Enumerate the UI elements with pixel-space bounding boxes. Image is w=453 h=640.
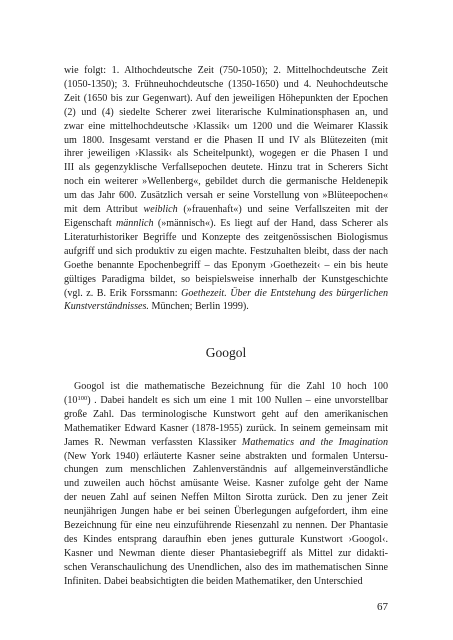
text-line: (New York 1940) erläuterte Kasner seine abstrakten und formalen Untersu- [64, 450, 388, 462]
italic-text: männlich [115, 217, 154, 229]
italic-text: weiblich [143, 204, 178, 216]
line-text: (10 [64, 394, 78, 406]
line-text: München; Berlin 1999). [148, 301, 249, 313]
text-line [64, 394, 388, 408]
text-line: Mathematiker Edward Kasner (1878-1955) zurück. In seinem gemeinsam mit [64, 422, 388, 434]
line-text: (»frauenhaft«) und seine Verfallszeiten mit der [177, 204, 388, 216]
text-line: neunjährigen Jungen habe er bei seinen Überlegungen aufgefordert, ihm eine [64, 506, 388, 518]
text-line [64, 217, 388, 231]
text-line: Infiniten. Dabei beabsichtigten die beiden Mathematiker, den Unterschied [64, 575, 363, 587]
text-line: III als gegenzyklische Verfallsepochen deutete. Hinzu trat in Scherers Sicht [64, 162, 388, 174]
text-line: große Zahl. Das terminologische Kunstwort geht auf den amerikanischen [64, 408, 388, 420]
text-line: Goethe benannte Epochenbegriff – das Eponym ›Goethezeit‹ – ein bis heute [64, 259, 388, 271]
text-line: schen Veranschaulichung des Unendlichen, also des im mathematischen Sinne [64, 561, 388, 573]
text-line [64, 300, 388, 314]
text-line: um das Jahr 600. Zusätzlich versah er seine Vorstellung von »Blüteepochen« [64, 190, 388, 202]
text-line: Bezeichnung für eine neu einzuführende Riesenzahl zu nennen. Der Phantasie [64, 520, 388, 532]
italic-text: Goethezeit. Über die Entstehung des bürgerlichen [181, 287, 388, 299]
line-text: mit dem Attribut [64, 204, 144, 216]
text-line [64, 203, 388, 217]
text-line: noch ein weiterer »Wellenberg«, gebildet durch die germanische Heldenepik [64, 176, 388, 188]
text-line: Kasner und Newman diente dieser Phantasiebegriff als Mittel zur didakti- [64, 547, 388, 559]
line-text: Eigenschaft [64, 217, 116, 229]
text-line: Zeit (1650 bis zur Gegenwart). Auf den jeweiligen Höhepunkten der Epochen [64, 92, 388, 104]
line-text: (vgl. z. B. Erik Forssmann: [64, 287, 182, 299]
text-line [64, 436, 388, 450]
text-line [64, 287, 388, 301]
page-number: 67 [377, 601, 388, 613]
text-line: chungen zum menschlichen Zahlenverständnis auf allgemeinverständliche [64, 464, 388, 476]
text-line: wie folgt: 1. Althochdeutsche Zeit (750-1050); 2. Mittelhochdeutsche Zeit [64, 65, 388, 76]
previous-entry-paragraph [64, 64, 388, 314]
text-line: ihrer jeweiligen ›Klassik‹ als Scheitelpunkt), wogegen er die Phasen I und [64, 148, 388, 160]
text-line: aufgriff und sich produktiv zu eigen machte. Festzuhalten bleibt, dass der nach [64, 245, 388, 257]
text-line: des Kindes entsprang daraufhin eben jenes gutturale Kunstwort ›Googol‹. [64, 533, 388, 545]
text-line: zwar eine mittelhochdeutsche ›Klassik‹ um 1200 und die Weimarer Klassik [64, 120, 388, 132]
text-line: Literaturhistoriker Begriffe und Konzepte des zeitgenössischen Biologismus [64, 231, 388, 243]
italic-text: Mathematics and the Imagination [241, 436, 388, 448]
text-line: um 1800. Insgesamt verstand er die Phasen II und IV als Blütezeiten (mit [64, 134, 388, 146]
line-text: James R. Newman verfassten Klassiker [64, 436, 242, 448]
text-line: (2) und (4) siedelte Scherer zwei literarische Kulminationsphasen an, und [64, 106, 388, 118]
superscript-exponent: 100 [77, 394, 88, 402]
text-line: (1050-1350); 3. Frühneuhochdeutsche (1350-1650) und 4. Neuhochdeutsche [64, 78, 388, 90]
line-text: ) . Dabei handelt es sich um eine 1 mit 100 Nullen – eine unvorstellbar [87, 394, 388, 406]
text-line: Googol ist die mathematische Bezeichnung für die Zahl 10 hoch 100 [74, 381, 388, 392]
text-line: gültiges Paradigma bildet, so beispielsweise innerhalb der Kunstgeschichte [64, 273, 388, 285]
italic-text: Kunstverständnisses. [64, 301, 149, 313]
text-line: und zuweilen auch höchst amüsante Weise. Kasner zufolge geht der Name [64, 478, 388, 490]
line-text: (»männisch«). Es liegt auf der Hand, dass Scherer als [153, 217, 388, 229]
entry-heading: Googol [205, 345, 247, 360]
googol-entry-paragraph [64, 380, 388, 589]
text-line: der neuen Zahl auf seinen Neffen Milton Sirotta zurück. Den zu jener Zeit [64, 492, 388, 504]
